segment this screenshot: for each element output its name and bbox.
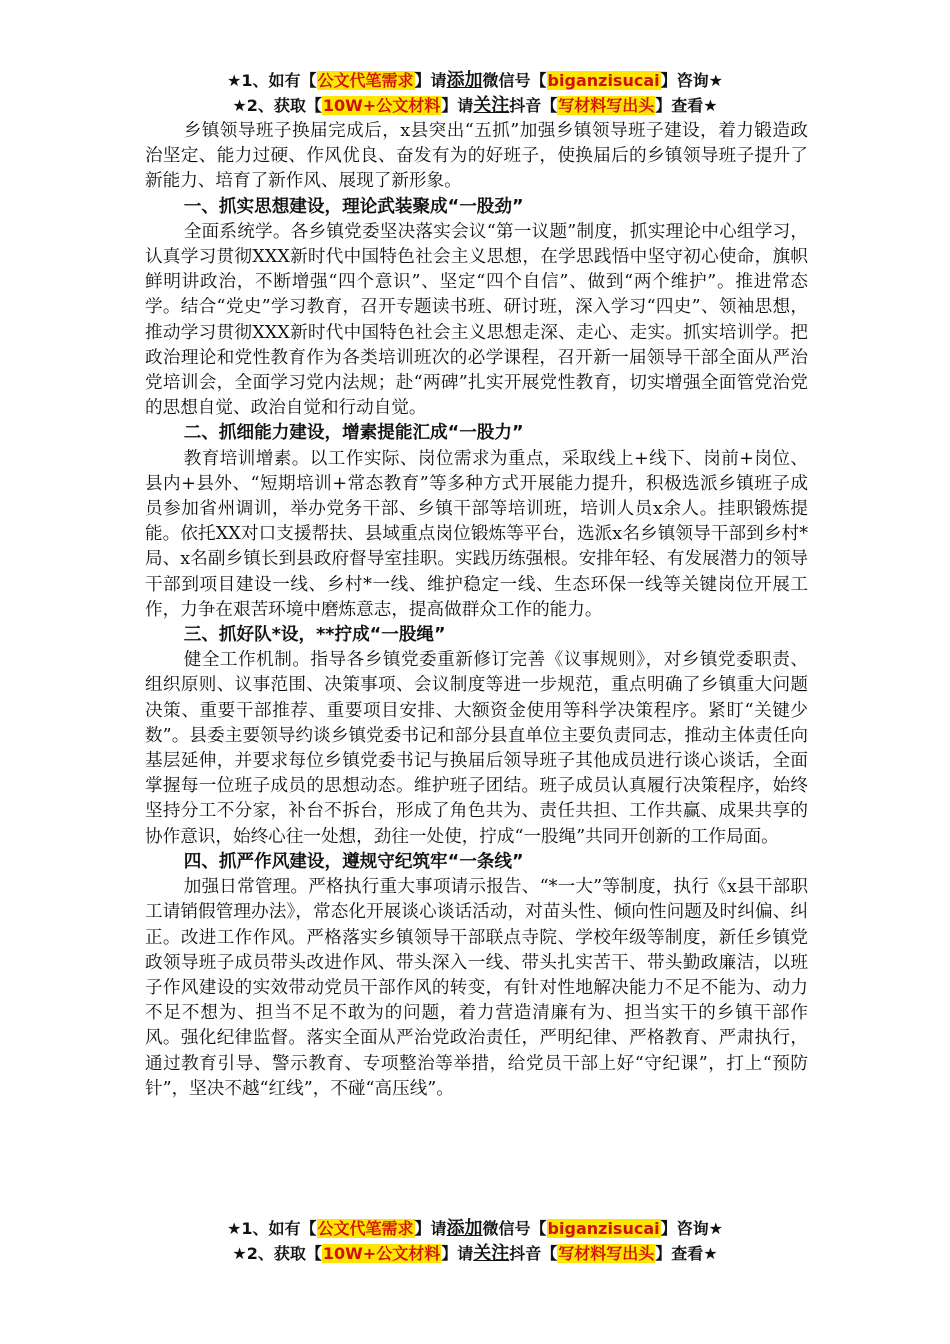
promo-line-2 (0, 1241, 950, 1266)
section-heading-3: 三、抓好队*设，**拧成“一股绳” (183, 625, 446, 646)
section-body-4: 加强日常管理。严格执行重大事项请示报告、“*一大”等制度，执行《x县干部职工请销假管理办法》，常态化开展谈心谈话活动，对苗头性、倾向性问题及时纠偏、纠正。改进工作作风。严格落实乡镇领导干部联点寺院、学校年级等制度，新任乡镇党政领导班子成员带头改进作风、带头深入一线、带头扎实苦干、带头勤政廉洁，以班子作风建设的实效带动党员干部作风的转变，有针对性地解决能力不足不能为、动力不足不想为、担当不足不敢为的问题，着力营造清廉有为、担当实干的乡镇干部作风。强化纪律监督。落实全面从严治党政治责任，严明纪律、严格教育、严肃执行，通过教育引导、警示教育、专项整治等举措，给党员干部上好“守纪课”，打上“预防针”，坚决不越“红线”，不碰“高压线”。 (145, 877, 808, 1099)
promo-line-2-text-2: 抖音【 (509, 96, 558, 115)
promo-line-1-text-2: 微信号【 (482, 1219, 547, 1238)
promo-emphasis-follow: 关注 (473, 1243, 510, 1264)
promo-banner-bottom (0, 1216, 950, 1266)
promo-line-2-suffix: 】查看★ (655, 1244, 718, 1263)
intro-paragraph: 乡镇领导班子换届完成后，x县突出“五抓”加强乡镇领导班子建设，着力锻造政治坚定、能力过硬、作风优良、奋发有为的好班子，使换届后的乡镇领导班子提升了新能力、培育了新作风、展现了新形象。 (145, 121, 808, 192)
section-body-3: 健全工作机制。指导各乡镇党委重新修订完善《议事规则》，对乡镇党委职责、组织原则、议事范围、决策事项、会议制度等进一步规范，重点明确了乡镇重大问题决策、重要干部推荐、重要项目安排、大额资金使用等科学决策程序。紧盯“关键少数”。县委主要领导约谈乡镇党委书记和部分县直单位主要负责同志，推动主体责任向基层延伸，并要求每位乡镇党委书记与换届后领导班子其他成员进行谈心谈话，全面掌握每一位班子成员的思想动态。维护班子团结。班子成员认真履行决策程序，始终坚持分工不分家，补台不拆台，形成了角色共为、责任共担、工作共赢、成果共享的协作意识，始终心往一处想，劲往一处使，拧成“一股绳”共同开创新的工作局面。 (145, 650, 808, 847)
promo-line-2 (0, 93, 950, 118)
promo-highlight-wechat-id: biganzisucai (547, 1219, 660, 1238)
promo-line-1 (0, 1216, 950, 1241)
promo-line-1-prefix: ★1、如有【 (227, 71, 317, 90)
promo-line-2-text-2: 抖音【 (509, 1244, 558, 1263)
promo-highlight-wechat-id: biganzisucai (547, 71, 660, 90)
document-body (145, 119, 808, 1102)
promo-line-2-prefix: ★2、获取【 (232, 96, 322, 115)
promo-line-1 (0, 68, 950, 93)
promo-line-1-text: 】请 (414, 1219, 447, 1238)
promo-highlight-service: 公文代笔需求 (317, 1219, 414, 1238)
section-body-1: 全面系统学。各乡镇党委坚决落实会议“第一议题”制度，抓实理论中心组学习，认真学习贯彻XXX新时代中国特色社会主义思想，在学思践悟中坚守初心使命，旗帜鲜明讲政治，不断增强“四个意识”、坚定“四个自信”、做到“两个维护”。推进常态学。结合“党史”学习教育，召开专题读书班、研讨班，深入学习“四史”、领袖思想，推动学习贯彻XXX新时代中国特色社会主义思想走深、走心、走实。抓实培训学。把政治理论和党性教育作为各类培训班次的必学课程，召开新一届领导干部全面从严治党培训会，全面学习党内法规；赴“两碑”扎实开展党性教育，切实增强全面管党治党的思想自觉、政治自觉和行动自觉。 (145, 221, 808, 419)
promo-line-2-text: 】请 (441, 1244, 474, 1263)
promo-line-1-suffix: 】咨询★ (660, 1219, 723, 1238)
promo-highlight-service: 公文代笔需求 (317, 71, 414, 90)
promo-line-1-text-2: 微信号【 (482, 71, 547, 90)
promo-highlight-douyin-account: 写材料写出头 (558, 96, 655, 115)
promo-line-1-text: 】请 (414, 71, 447, 90)
promo-line-1-prefix: ★1、如有【 (227, 1219, 317, 1238)
promo-highlight-materials: 10W+公文材料 (322, 96, 441, 115)
section-body-2: 教育培训增素。以工作实际、岗位需求为重点，采取线上+线下、岗前+岗位、县内+县外、“短期培训+常态教育”等多种方式开展能力提升，积极选派乡镇班子成员参加省州调训，举办党务干部、乡镇干部等培训班，培训人员x余人。挂职锻炼提能。依托XX对口支援帮扶、县域重点岗位锻炼等平台，选派x名乡镇领导干部到乡村*局、x名副乡镇长到县政府督导室挂职。实践历练强根。安排年轻、有发展潜力的领导干部到项目建设一线、乡村*一线、维护稳定一线、生态环保一线等关键岗位开展工作，力争在艰苦环境中磨炼意志，提高做群众工作的能力。 (145, 448, 808, 620)
promo-emphasis-follow: 关注 (473, 95, 510, 116)
promo-emphasis-add: 添加 (446, 70, 483, 91)
promo-highlight-materials: 10W+公文材料 (322, 1244, 441, 1263)
promo-line-1-suffix: 】咨询★ (660, 71, 723, 90)
promo-emphasis-add: 添加 (446, 1218, 483, 1239)
promo-banner-top (0, 68, 950, 118)
promo-line-2-suffix: 】查看★ (655, 96, 718, 115)
section-heading-4: 四、抓严作风建设，遵规守纪筑牢“一条线” (183, 851, 524, 872)
section-heading-2: 二、抓细能力建设，增素提能汇成“一股力” (183, 423, 524, 444)
promo-line-2-prefix: ★2、获取【 (232, 1244, 322, 1263)
section-heading-1: 一、抓实思想建设，理论武装聚成“一股劲” (183, 196, 524, 217)
promo-line-2-text: 】请 (441, 96, 474, 115)
promo-highlight-douyin-account: 写材料写出头 (558, 1244, 655, 1263)
